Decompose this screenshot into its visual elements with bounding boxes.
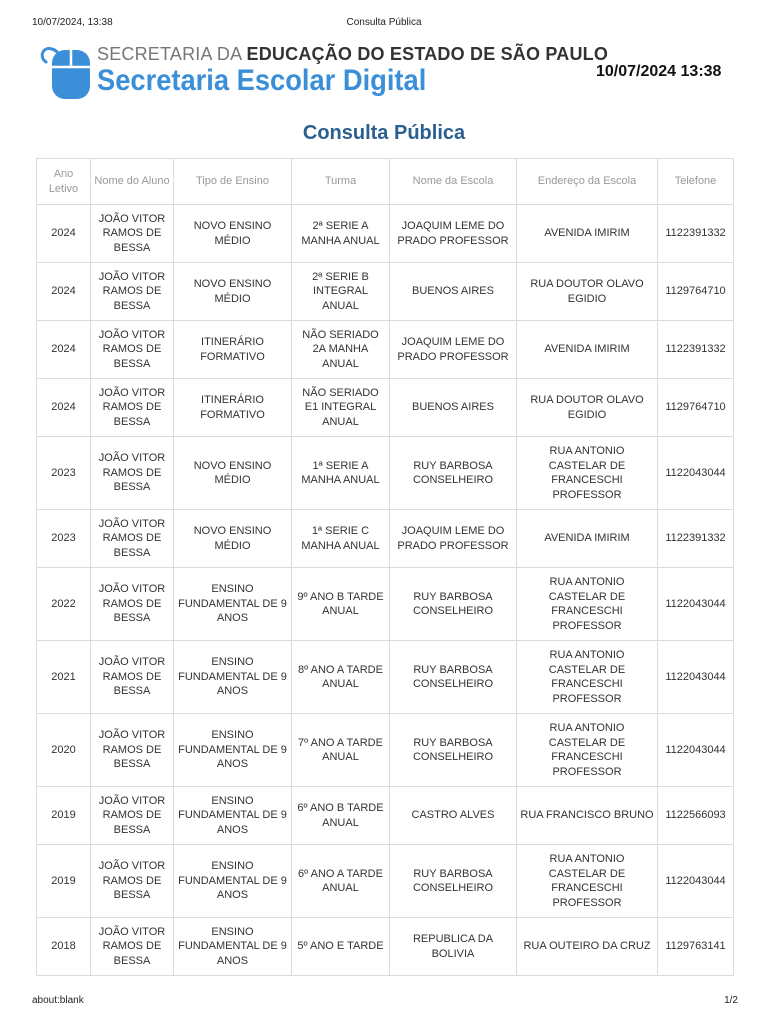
table-row <box>37 205 734 263</box>
school-name-cell: BUENOS AIRES <box>390 263 517 321</box>
year-cell: 2018 <box>37 918 91 976</box>
education-type-cell: NOVO ENSINO MÉDIO <box>174 205 292 263</box>
column-header: Tipo de Ensino <box>174 159 292 205</box>
school-name-cell: BUENOS AIRES <box>390 379 517 437</box>
school-name-cell: RUY BARBOSA CONSELHEIRO <box>390 714 517 787</box>
year-cell: 2019 <box>37 787 91 845</box>
column-header: Telefone <box>658 159 734 205</box>
student-name-cell: JOÃO VITOR RAMOS DE BESSA <box>91 787 174 845</box>
phone-cell: 1122043044 <box>658 714 734 787</box>
student-name-cell: JOÃO VITOR RAMOS DE BESSA <box>91 321 174 379</box>
student-name-cell: JOÃO VITOR RAMOS DE BESSA <box>91 714 174 787</box>
year-cell: 2024 <box>37 321 91 379</box>
print-datetime: 10/07/2024, 13:38 <box>32 17 113 28</box>
school-address-cell: RUA FRANCISCO BRUNO <box>517 787 658 845</box>
education-type-cell: NOVO ENSINO MÉDIO <box>174 437 292 510</box>
table-row <box>37 568 734 641</box>
school-address-cell: RUA DOUTOR OLAVO EGIDIO <box>517 379 658 437</box>
page-title: Consulta Pública <box>302 122 466 144</box>
table-row <box>37 321 734 379</box>
column-header: Endereço da Escola <box>517 159 658 205</box>
year-cell: 2024 <box>37 263 91 321</box>
school-address-cell: RUA ANTONIO CASTELAR DE FRANCESCHI PROFESSOR <box>517 845 658 918</box>
year-cell: 2024 <box>37 379 91 437</box>
school-name-cell: RUY BARBOSA CONSELHEIRO <box>390 437 517 510</box>
school-name-cell: JOAQUIM LEME DO PRADO PROFESSOR <box>390 321 517 379</box>
table-row <box>37 510 734 568</box>
class-cell: 1ª SERIE A MANHA ANUAL <box>292 437 390 510</box>
phone-cell: 1129764710 <box>658 263 734 321</box>
report-datetime: 10/07/2024 13:38 <box>596 63 722 80</box>
phone-cell: 1122043044 <box>658 845 734 918</box>
table-row <box>37 641 734 714</box>
school-name-cell: JOAQUIM LEME DO PRADO PROFESSOR <box>390 205 517 263</box>
table-row <box>37 714 734 787</box>
class-cell: NÃO SERIADO 2A MANHA ANUAL <box>292 321 390 379</box>
school-address-cell: RUA ANTONIO CASTELAR DE FRANCESCHI PROFESSOR <box>517 568 658 641</box>
student-name-cell: JOÃO VITOR RAMOS DE BESSA <box>91 379 174 437</box>
education-type-cell: ENSINO FUNDAMENTAL DE 9 ANOS <box>174 568 292 641</box>
phone-cell: 1129764710 <box>658 379 734 437</box>
page-number: 1/2 <box>724 995 738 1006</box>
class-cell: 1ª SERIE C MANHA ANUAL <box>292 510 390 568</box>
phone-cell: 1122391332 <box>658 321 734 379</box>
class-cell: 9º ANO B TARDE ANUAL <box>292 568 390 641</box>
table-row <box>37 845 734 918</box>
year-cell: 2019 <box>37 845 91 918</box>
education-type-cell: NOVO ENSINO MÉDIO <box>174 263 292 321</box>
class-cell: 7º ANO A TARDE ANUAL <box>292 714 390 787</box>
class-cell: 2ª SERIE B INTEGRAL ANUAL <box>292 263 390 321</box>
print-url: about:blank <box>32 995 84 1006</box>
school-name-cell: RUY BARBOSA CONSELHEIRO <box>390 641 517 714</box>
column-header: Ano Letivo <box>37 159 91 205</box>
education-type-cell: ENSINO FUNDAMENTAL DE 9 ANOS <box>174 787 292 845</box>
student-name-cell: JOÃO VITOR RAMOS DE BESSA <box>91 918 174 976</box>
table-row <box>37 379 734 437</box>
phone-cell: 1122043044 <box>658 437 734 510</box>
year-cell: 2023 <box>37 437 91 510</box>
class-cell: 5º ANO E TARDE <box>292 918 390 976</box>
app-name: Secretaria Escolar Digital <box>97 64 427 97</box>
student-name-cell: JOÃO VITOR RAMOS DE BESSA <box>91 205 174 263</box>
phone-cell: 1122566093 <box>658 787 734 845</box>
phone-cell: 1122391332 <box>658 205 734 263</box>
table-row <box>37 263 734 321</box>
school-address-cell: RUA DOUTOR OLAVO EGIDIO <box>517 263 658 321</box>
class-cell: NÃO SERIADO E1 INTEGRAL ANUAL <box>292 379 390 437</box>
school-address-cell: RUA OUTEIRO DA CRUZ <box>517 918 658 976</box>
secretaria-label: SECRETARIA DA <box>97 44 247 64</box>
year-cell: 2020 <box>37 714 91 787</box>
student-name-cell: JOÃO VITOR RAMOS DE BESSA <box>91 437 174 510</box>
school-address-cell: RUA ANTONIO CASTELAR DE FRANCESCHI PROFESSOR <box>517 437 658 510</box>
class-cell: 8º ANO A TARDE ANUAL <box>292 641 390 714</box>
column-header: Nome do Aluno <box>91 159 174 205</box>
education-department-label: EDUCAÇÃO DO ESTADO DE SÃO PAULO <box>246 44 609 64</box>
phone-cell: 1122391332 <box>658 510 734 568</box>
phone-cell: 1122043044 <box>658 568 734 641</box>
mouse-icon <box>40 43 96 101</box>
school-name-cell: RUY BARBOSA CONSELHEIRO <box>390 845 517 918</box>
print-page-title: Consulta Pública <box>346 17 422 28</box>
student-name-cell: JOÃO VITOR RAMOS DE BESSA <box>91 641 174 714</box>
year-cell: 2023 <box>37 510 91 568</box>
year-cell: 2021 <box>37 641 91 714</box>
table-row <box>37 918 734 976</box>
school-address-cell: AVENIDA IMIRIM <box>517 205 658 263</box>
school-name-cell: JOAQUIM LEME DO PRADO PROFESSOR <box>390 510 517 568</box>
school-address-cell: RUA ANTONIO CASTELAR DE FRANCESCHI PROFESSOR <box>517 714 658 787</box>
school-name-cell: RUY BARBOSA CONSELHEIRO <box>390 568 517 641</box>
school-address-cell: RUA ANTONIO CASTELAR DE FRANCESCHI PROFESSOR <box>517 641 658 714</box>
education-type-cell: ITINERÁRIO FORMATIVO <box>174 379 292 437</box>
enrollment-table <box>36 158 734 976</box>
education-type-cell: ENSINO FUNDAMENTAL DE 9 ANOS <box>174 714 292 787</box>
education-type-cell: ENSINO FUNDAMENTAL DE 9 ANOS <box>174 641 292 714</box>
table-header-row <box>37 159 734 205</box>
year-cell: 2024 <box>37 205 91 263</box>
class-cell: 6º ANO B TARDE ANUAL <box>292 787 390 845</box>
class-cell: 6º ANO A TARDE ANUAL <box>292 845 390 918</box>
education-type-cell: NOVO ENSINO MÉDIO <box>174 510 292 568</box>
education-type-cell: ENSINO FUNDAMENTAL DE 9 ANOS <box>174 918 292 976</box>
school-address-cell: AVENIDA IMIRIM <box>517 321 658 379</box>
student-name-cell: JOÃO VITOR RAMOS DE BESSA <box>91 568 174 641</box>
column-header: Turma <box>292 159 390 205</box>
phone-cell: 1129763141 <box>658 918 734 976</box>
student-name-cell: JOÃO VITOR RAMOS DE BESSA <box>91 263 174 321</box>
school-address-cell: AVENIDA IMIRIM <box>517 510 658 568</box>
school-name-cell: REPUBLICA DA BOLIVIA <box>390 918 517 976</box>
table-row <box>37 787 734 845</box>
student-name-cell: JOÃO VITOR RAMOS DE BESSA <box>91 845 174 918</box>
class-cell: 2ª SERIE A MANHA ANUAL <box>292 205 390 263</box>
column-header: Nome da Escola <box>390 159 517 205</box>
education-type-cell: ITINERÁRIO FORMATIVO <box>174 321 292 379</box>
student-name-cell: JOÃO VITOR RAMOS DE BESSA <box>91 510 174 568</box>
education-type-cell: ENSINO FUNDAMENTAL DE 9 ANOS <box>174 845 292 918</box>
year-cell: 2022 <box>37 568 91 641</box>
table-row <box>37 437 734 510</box>
secretaria-heading <box>97 44 608 65</box>
school-name-cell: CASTRO ALVES <box>390 787 517 845</box>
phone-cell: 1122043044 <box>658 641 734 714</box>
